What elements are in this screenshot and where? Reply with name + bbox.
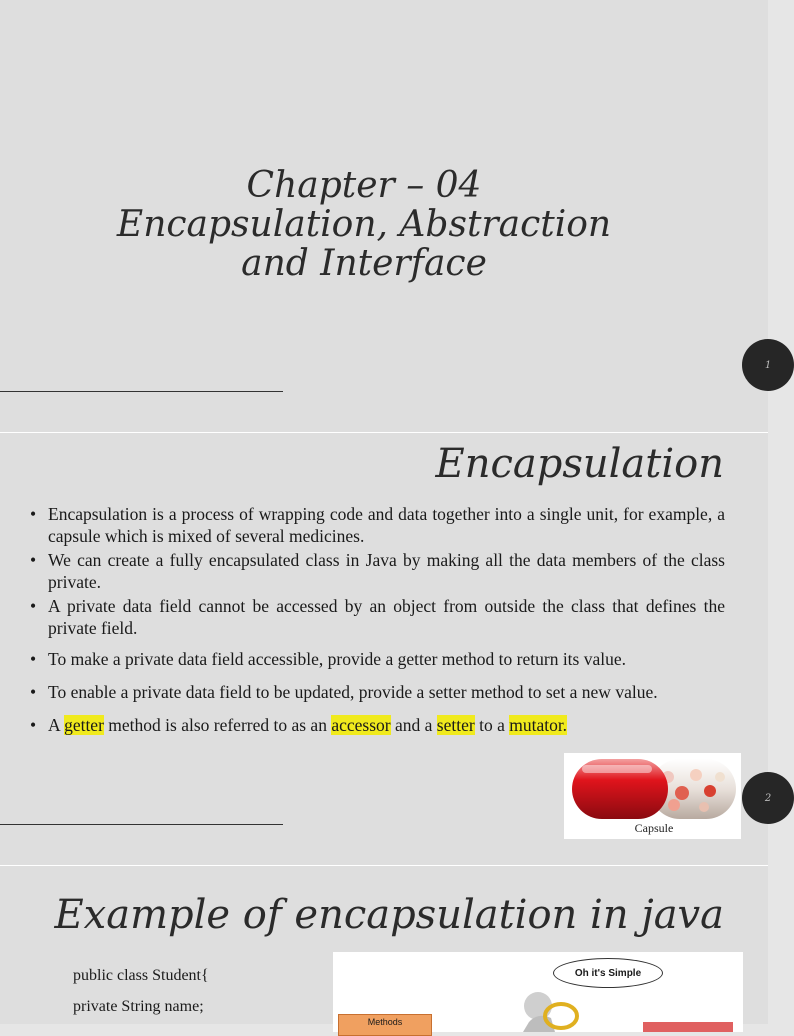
page-number: 1 [764, 359, 772, 371]
bullet-item: • Encapsulation is a process of wrapping code and data together into a single unit, for example, a capsule which is mixed of several medicines. [28, 503, 725, 547]
highlight-getter: getter [64, 715, 104, 735]
slide-2 [0, 433, 772, 865]
highlight-mutator: mutator. [509, 715, 568, 735]
chapter-title [0, 166, 728, 283]
methods-box: Methods [338, 1014, 432, 1036]
capsule-caption: Capsule [634, 821, 674, 835]
text-span: A [48, 715, 65, 735]
bullet-item: • We can create a fully encapsulated class in Java by making all the data members of the class private. [28, 549, 725, 593]
code-line: private String name; [73, 998, 204, 1015]
slide-1 [0, 0, 772, 432]
title-line-3: and Interface [241, 243, 487, 284]
highlight-setter: setter [436, 715, 475, 735]
highlight-accessor: accessor [331, 715, 391, 735]
page-number-badge [742, 772, 794, 824]
slide-heading: Example of encapsulation in java [54, 892, 724, 938]
bullet-item: • To enable a private data field to be updated, provide a setter method to set a new value. [28, 681, 725, 703]
slide-heading: Encapsulation [435, 441, 724, 487]
bullet-list [28, 503, 725, 736]
page-number: 2 [764, 792, 772, 804]
title-line-1: Chapter – 04 [246, 165, 482, 206]
footer-rule [0, 391, 283, 392]
text-span: and a [390, 715, 437, 735]
speech-bubble: Oh it's Simple [553, 958, 663, 988]
title-line-2: Encapsulation, Abstraction [116, 204, 612, 245]
page-number-badge [742, 339, 794, 391]
footer-rule [0, 824, 283, 825]
slide-3 [0, 866, 768, 1027]
bullet-item [28, 714, 725, 736]
capsule-image [564, 753, 741, 839]
text-span: method is also referred to as an [103, 715, 332, 735]
encapsulation-diagram [333, 952, 743, 1032]
bullet-item: • A private data field cannot be accessed by an object from outside the class that defines the private field. [28, 595, 725, 639]
bullet-item: • To make a private data field accessible, provide a getter method to return its value. [28, 648, 725, 670]
text-span: to a [474, 715, 510, 735]
code-line: public class Student{ [73, 967, 209, 984]
